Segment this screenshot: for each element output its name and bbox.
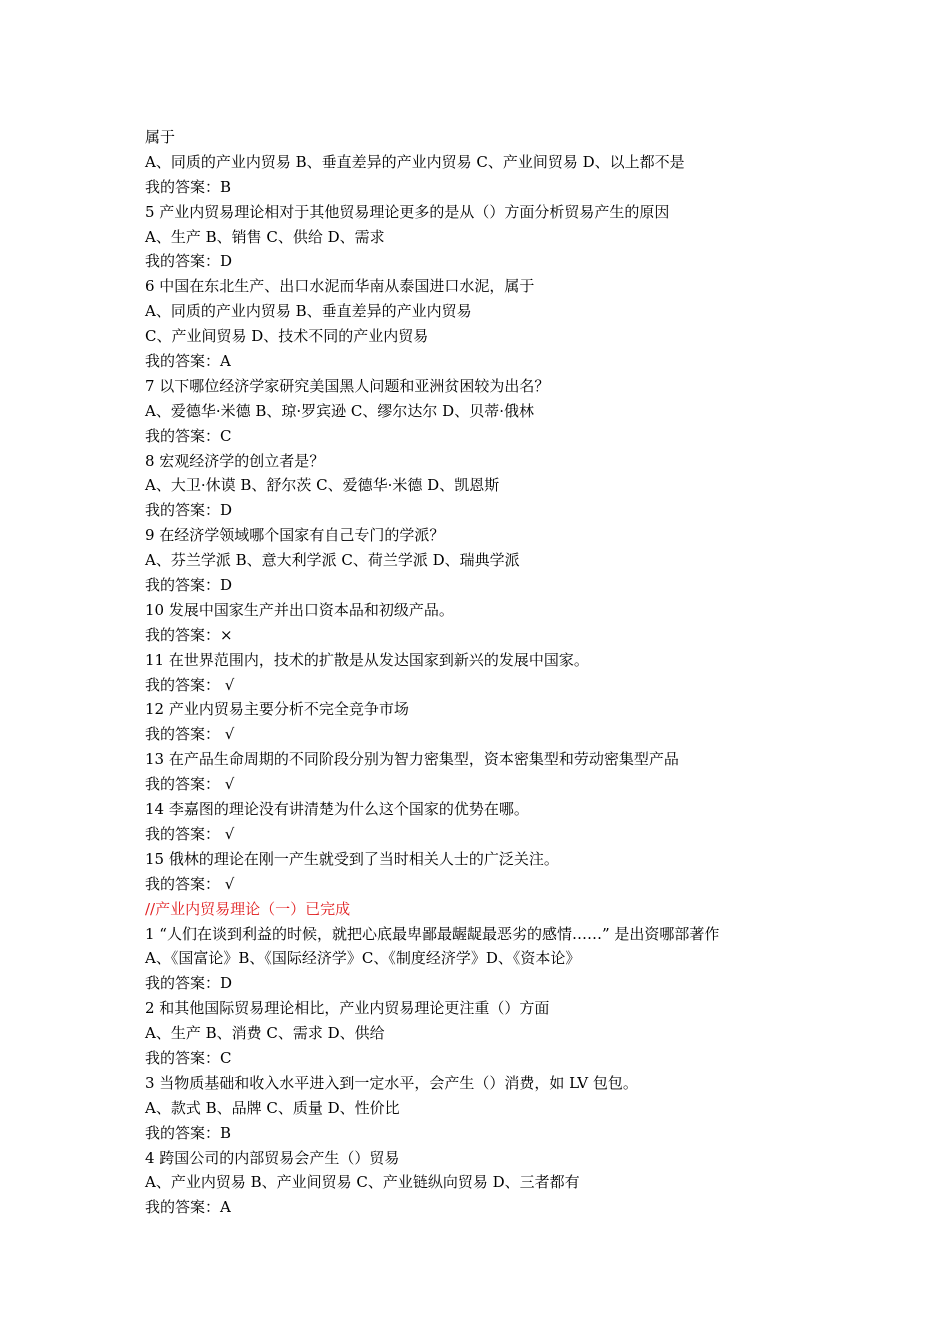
answer-line: 我的答案：C	[145, 426, 232, 445]
answer-line: 我的答案： √	[145, 675, 235, 694]
question-line: 15 俄林的理论在刚一产生就受到了当时相关人士的广泛关注。	[145, 849, 559, 868]
answer-line: 我的答案： √	[145, 725, 235, 744]
options-line: A、生产 B、销售 C、供给 D、需求	[145, 227, 385, 246]
options-line: A、生产 B、消费 C、需求 D、供给	[145, 1024, 385, 1043]
answer-line: 我的答案：D	[145, 576, 233, 595]
options-line: C、产业间贸易 D、技术不同的产业内贸易	[145, 327, 429, 346]
options-line: A、爱德华·米德 B、琼·罗宾逊 C、缪尔达尔 D、贝蒂·俄林	[145, 401, 534, 420]
answer-line: 我的答案： √	[145, 775, 235, 794]
options-line: A、同质的产业内贸易 B、垂直差异的产业内贸易	[145, 302, 472, 321]
question-line: 1 “人们在谈到利益的时候，就把心底最卑鄙最龌龊最恶劣的感情……” 是出资哪部著作	[145, 924, 720, 943]
question-line: 3 当物质基础和收入水平进入到一定水平，会产生（）消费，如 LV 包包。	[145, 1073, 638, 1092]
answer-line: 我的答案：D	[145, 974, 233, 993]
question-line: 7 以下哪位经济学家研究美国黑人问题和亚洲贫困较为出名？	[145, 376, 550, 395]
answer-line: 我的答案：D	[145, 501, 233, 520]
answer-line: 我的答案：B	[145, 177, 232, 196]
answer-line: 我的答案：D	[145, 252, 233, 271]
answer-line: 我的答案：A	[145, 1198, 231, 1217]
question-line: 6 中国在东北生产、出口水泥而华南从泰国进口水泥，属于	[145, 277, 535, 296]
answer-line: 我的答案：B	[145, 1123, 232, 1142]
question-line: 8 宏观经济学的创立者是？	[145, 451, 325, 470]
question-line: 14 李嘉图的理论没有讲清楚为什么这个国家的优势在哪。	[145, 800, 529, 819]
question-line: 11 在世界范围内，技术的扩散是从发达国家到新兴的发展中国家。	[145, 650, 589, 669]
document-page	[145, 125, 825, 1220]
options-line: A、大卫·休谟 B、舒尔茨 C、爱德华·米德 D、凯恩斯	[145, 476, 500, 495]
question-line: 4 跨国公司的内部贸易会产生（）贸易	[145, 1148, 400, 1167]
answer-line: 我的答案：×	[145, 625, 233, 644]
answer-line: 我的答案：A	[145, 352, 231, 371]
options-line: A、产业内贸易 B、产业间贸易 C、产业链纵向贸易 D、三者都有	[145, 1173, 580, 1192]
section-heading: //产业内贸易理论（一）已完成	[145, 899, 351, 918]
answer-line: 我的答案：C	[145, 1048, 232, 1067]
answer-line: 我的答案： √	[145, 824, 235, 843]
question-line: 10 发展中国家生产并出口资本品和初级产品。	[145, 600, 454, 619]
options-line: A、《国富论》B、《国际经济学》C、《制度经济学》D、《资本论》	[145, 949, 581, 968]
answer-line: 我的答案： √	[145, 874, 235, 893]
question-line: 12 产业内贸易主要分析不完全竞争市场	[145, 700, 409, 719]
question-line: 2 和其他国际贸易理论相比，产业内贸易理论更注重（）方面	[145, 999, 550, 1018]
question-line: 5 产业内贸易理论相对于其他贸易理论更多的是从（）方面分析贸易产生的原因	[145, 202, 670, 221]
options-line: A、芬兰学派 B、意大利学派 C、荷兰学派 D、瑞典学派	[145, 551, 520, 570]
text-line: 属于	[145, 128, 176, 146]
options-line: A、款式 B、品牌 C、质量 D、性价比	[145, 1098, 400, 1117]
question-line: 9 在经济学领域哪个国家有自己专门的学派？	[145, 526, 445, 545]
options-line: A、同质的产业内贸易 B、垂直差异的产业内贸易 C、产业间贸易 D、以上都不是	[145, 152, 685, 171]
question-line: 13 在产品生命周期的不同阶段分别为智力密集型，资本密集型和劳动密集型产品	[145, 750, 679, 769]
